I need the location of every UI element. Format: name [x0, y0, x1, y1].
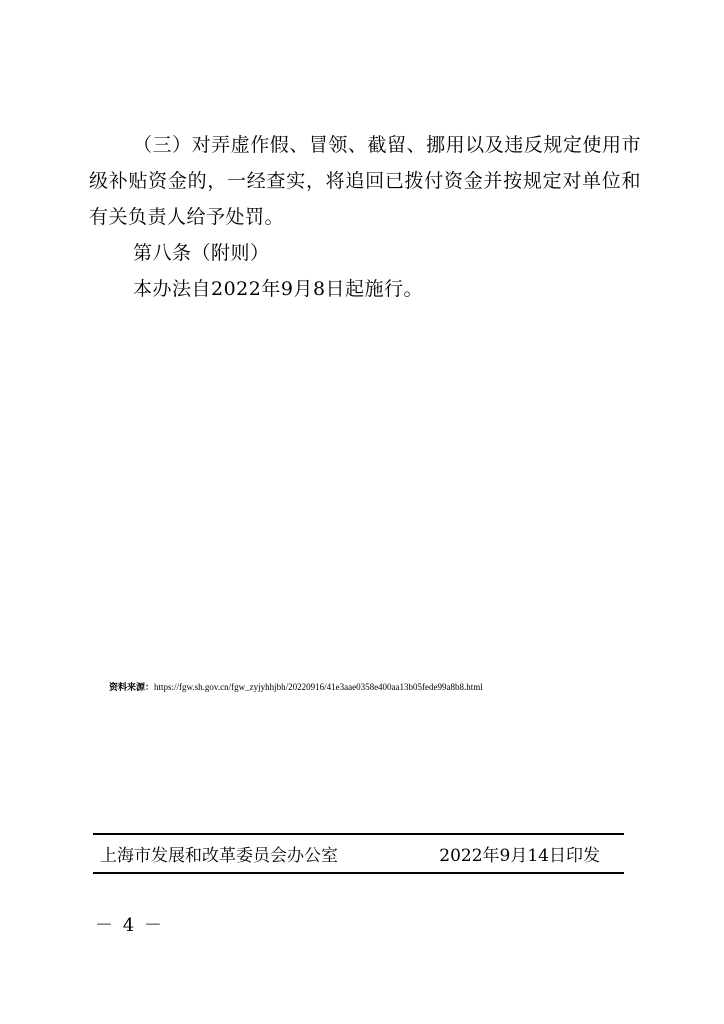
issuance-footer — [100, 843, 600, 869]
penalty-clause-paragraph: （三）对弄虚作假、冒领、截留、挪用以及违反规定使用市级补贴资金的，一经查实，将追回已拨付资金并按规定对单位和有关负责人给予处罚。 — [89, 134, 641, 228]
issuer-name: 上海市发展和改革委员会办公室 — [100, 846, 338, 866]
article-heading: 第八条（附则） — [133, 242, 270, 264]
page-number: － 4 － — [95, 915, 164, 936]
document-body — [89, 127, 641, 307]
issue-date: 2022年9月14日印发 — [439, 846, 600, 866]
source-url: https://fgw.sh.gov.cn/fgw_zyjyhhjbh/20220916/41e3aae0358e400aa13b05fede99a8b8.html — [154, 682, 483, 692]
effective-date-paragraph: 本办法自2022年9月8日起施行。 — [133, 278, 424, 300]
source-note — [109, 680, 669, 693]
source-label: 资料来源： — [109, 683, 155, 693]
footer-bottom-rule — [93, 872, 624, 874]
footer-top-rule — [93, 833, 624, 835]
